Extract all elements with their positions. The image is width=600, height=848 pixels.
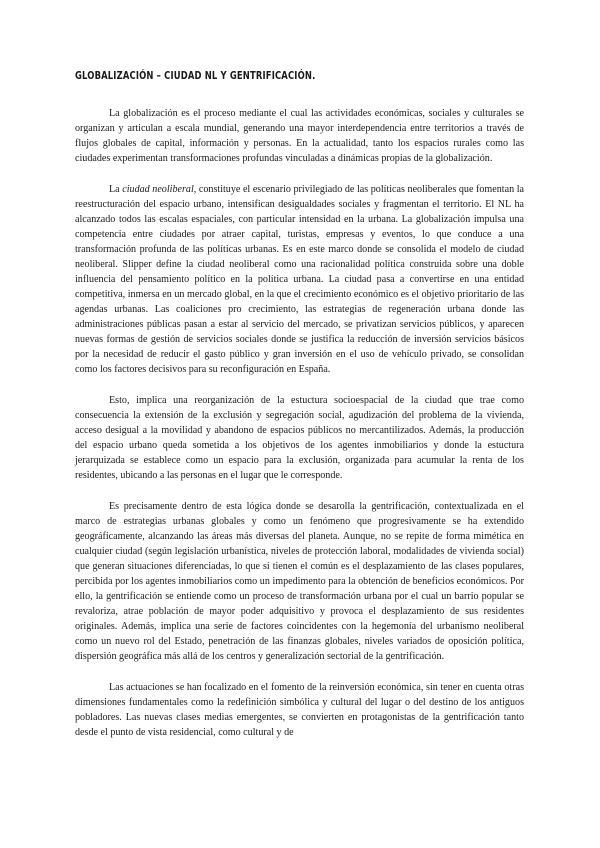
paragraph-gentrification: Es precisamente dentro de esta lógica donde se desarolla la gentrificación, contextualizada en el marco de estrategias urbanas globales y como un fenómeno que progresivamente se ha extendido geográficamente, alcanzando las áreas más diversas del planeta. Aunque, no se repite de forma mimética en cualquier ciudad (según legislación urbanística, niveles de protección laboral, modalidades de vivienda social) que generan situaciones diferenciadas, lo que sí tienen el común es el desplazamiento de las clases populares, percibida por los agentes inmobiliarios como un impedimento para la obtención de beneficios económicos. Por ello, la gentrificación se entiende como un proceso de transformación urbana por el cual un barrio popular se revaloriza, atrae población de mayor poder adquisitivo y provoca el desplazamiento de sus residentes originales. Además, implica una serie de factores coincidentes con la hegemonía del urbanismo neoliberal como un nuevo rol del Estado, penetración de las finanzas globales, niveles variados de oposición política, dispersión geográfica más allá de los centros y generalización sectorial de la gentrificación. [75,501,524,662]
paragraph-body: , constituye el escenario privilegiado de las políticas neoliberales que fomentan la reestructuración del espacio urbano, intensifican desigualdades sociales y fragmentan el territorio. El NL ha alcanzado todos las escalas espaciales, con particular intensidad en la urbana. La globalización impulsa una competencia entre ciudades por atraer capital, turistas, empresas y eventos, lo que conduce a una transformación profunda de las políticas urbanas. Es en este marco donde se consolida el modelo de ciudad neoliberal. Slipper define la ciudad neoliberal como una racionalidad política construida sobre una doble influencia del pensamiento político en la política urbana. La ciudad pasa a convertirse en una entidad competitiva, inmersa en un mercado global, en la que el crecimiento económico es el objetivo prioritario de las agendas urbanas. Las coaliciones pro crecimiento, las estrategias de regeneración urbana donde las administraciones públicas pasan a estar al servicio del mercado, se privatizan servicios públicos, y aparecen nuevas formas de gestión de servicios sociales donde se justifica la reducción de inversión servicios básicos por la necesidad de reducir el gasto público y gran inversión en el uso de vehículo privado, se consolidan como los factores decisivos para su reconfiguración en España. [75,184,525,375]
paragraph-lead: La [109,184,123,195]
page-title: GLOBALIZACIÓN – CIUDAD NL Y GENTRIFICACIÓN. [75,70,316,82]
emphasis-term: ciudad neoliberal [122,184,194,195]
paragraph-socio-spatial: Esto, implica una reorganización de la estuctura socioespacial de la ciudad que trae como consecuencia la extensión de la exclusión y segregación social, agudización del problema de la vivienda, acceso desigual a la movilidad y abandono de espacios públicos no mercantilizados. Además, la producción del espacio urbano queda sometida a los objetivos de los agentes inmobiliarios y donde la estuctura jerarquizada se establece como un espacio para la exclusión, organizada para acumular la renta de los residentes, ubicando a las personas en el lugar que le corresponde. [75,395,524,481]
paragraph-actions: Las actuaciones se han focalizado en el fomento de la reinversión económica, sin tener en cuenta otras dimensiones fundamentales como la redefinición simbólica y cultural del lugar o del destino de los antiguos pobladores. Las nuevas clases medias emergentes, se convierten en protagonistas de la gentrificación tanto desde el punto de vista residencial, como cultural y de [75,682,524,738]
paragraph-globalization: La globalización es el proceso mediante el cual las actividades económicas, sociales y culturales se organizan y articulan a escala mundial, generando una mayor interdependencia entre territorios a través de flujos globales de capital, información y personas. En la actualidad, tanto los espacios rurales como las ciudades experimentan transformaciones profundas vinculadas a dinámicas propias de la globalización. [75,108,524,164]
paragraph-neoliberal-city [75,182,524,377]
